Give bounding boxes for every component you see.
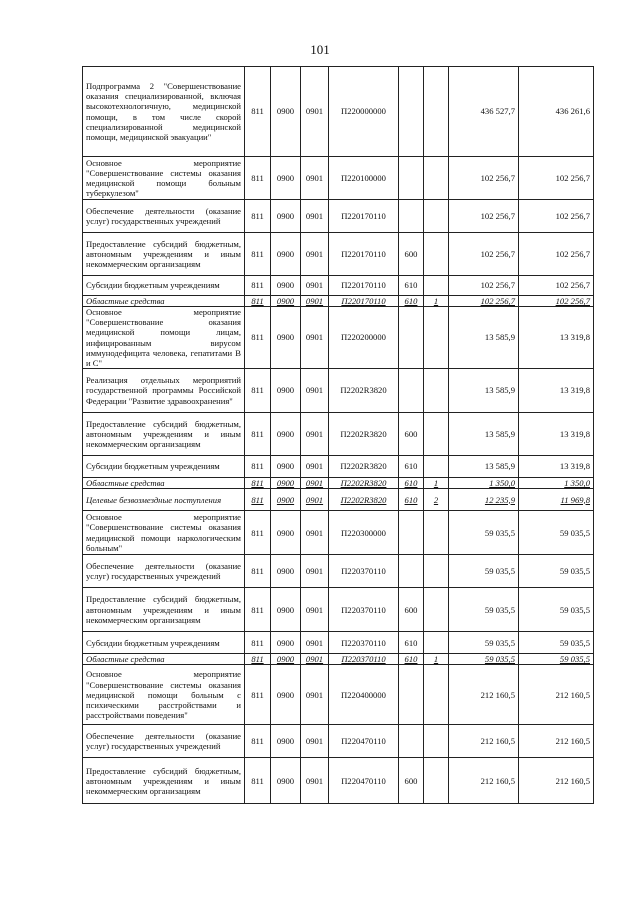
amount-year1-cell: 13 585,9	[449, 412, 519, 455]
ministry-code-cell: 811	[245, 307, 271, 369]
ministry-code-cell: 811	[245, 654, 271, 665]
section-code-cell: 0900	[271, 725, 301, 758]
expense-type-cell	[399, 157, 424, 200]
section-code-cell: 0900	[271, 157, 301, 200]
section-code-cell: 0900	[271, 200, 301, 233]
section-code-cell: 0900	[271, 412, 301, 455]
section-code-cell: 0900	[271, 455, 301, 477]
funding-source-cell	[424, 233, 449, 276]
amount-year1-cell: 59 035,5	[449, 511, 519, 555]
table-row	[83, 157, 594, 200]
amount-year1-cell: 436 527,7	[449, 67, 519, 157]
amount-year2-cell: 102 256,7	[519, 233, 594, 276]
ministry-code-cell: 811	[245, 477, 271, 488]
section-code-cell: 0900	[271, 489, 301, 511]
section-code-cell: 0900	[271, 307, 301, 369]
row-name-cell: Подпрограмма 2 "Совершенствование оказания специализированной, включая высокотехнологичную, медицинской помощи, в том числе скорой специализированной медицинской помощи, медицинской эвакуации"	[83, 67, 245, 157]
amount-year1-cell: 59 035,5	[449, 555, 519, 588]
target-article-cell: П2202R3820	[329, 368, 399, 412]
funding-source-cell	[424, 276, 449, 296]
expense-type-cell: 600	[399, 412, 424, 455]
amount-year1-cell: 212 160,5	[449, 758, 519, 804]
row-name-cell: Субсидии бюджетным учреждениям	[83, 455, 245, 477]
target-article-cell: П220170110	[329, 296, 399, 307]
subsection-code-cell: 0901	[301, 368, 329, 412]
table-row	[83, 758, 594, 804]
table-body	[83, 67, 594, 804]
funding-source-cell	[424, 725, 449, 758]
subsection-code-cell: 0901	[301, 477, 329, 488]
subsection-code-cell: 0901	[301, 67, 329, 157]
subsection-code-cell: 0901	[301, 511, 329, 555]
funding-source-cell: 1	[424, 477, 449, 488]
row-name-cell: Обеспечение деятельности (оказание услуг) государственных учреждений	[83, 725, 245, 758]
expense-type-cell	[399, 725, 424, 758]
subsection-code-cell: 0901	[301, 276, 329, 296]
funding-source-cell	[424, 307, 449, 369]
funding-source-cell	[424, 455, 449, 477]
ministry-code-cell: 811	[245, 725, 271, 758]
expense-type-cell: 600	[399, 588, 424, 632]
ministry-code-cell: 811	[245, 276, 271, 296]
section-code-cell: 0900	[271, 665, 301, 725]
row-name-cell: Областные средства	[83, 477, 245, 488]
ministry-code-cell: 811	[245, 67, 271, 157]
ministry-code-cell: 811	[245, 588, 271, 632]
amount-year1-cell: 102 256,7	[449, 296, 519, 307]
ministry-code-cell: 811	[245, 489, 271, 511]
row-name-cell: Основное мероприятие "Совершенствование оказания медицинской помощи лицам, инфицированным вирусом иммунодефицита человека, гепатитами B и C"	[83, 307, 245, 369]
funding-source-cell	[424, 632, 449, 654]
amount-year2-cell: 59 035,5	[519, 632, 594, 654]
target-article-cell: П2202R3820	[329, 489, 399, 511]
expense-type-cell	[399, 200, 424, 233]
table-row	[83, 412, 594, 455]
subsection-code-cell: 0901	[301, 296, 329, 307]
amount-year1-cell: 102 256,7	[449, 276, 519, 296]
funding-source-cell: 2	[424, 489, 449, 511]
section-code-cell: 0900	[271, 511, 301, 555]
table-row	[83, 555, 594, 588]
target-article-cell: П220170110	[329, 200, 399, 233]
expense-type-cell	[399, 307, 424, 369]
target-article-cell: П220370110	[329, 654, 399, 665]
subsection-code-cell: 0901	[301, 632, 329, 654]
target-article-cell: П220000000	[329, 67, 399, 157]
table-row	[83, 455, 594, 477]
amount-year2-cell: 59 035,5	[519, 588, 594, 632]
target-article-cell: П220200000	[329, 307, 399, 369]
row-name-cell: Областные средства	[83, 296, 245, 307]
amount-year2-cell: 212 160,5	[519, 725, 594, 758]
row-name-cell: Целевые безвозмездные поступления	[83, 489, 245, 511]
row-name-cell: Предоставление субсидий бюджетным, автономным учреждениям и иным некоммерческим организациям	[83, 412, 245, 455]
section-code-cell: 0900	[271, 296, 301, 307]
section-code-cell: 0900	[271, 654, 301, 665]
funding-source-cell	[424, 758, 449, 804]
target-article-cell: П220400000	[329, 665, 399, 725]
amount-year2-cell: 59 035,5	[519, 654, 594, 665]
row-name-cell: Субсидии бюджетным учреждениям	[83, 276, 245, 296]
funding-source-cell	[424, 200, 449, 233]
subsection-code-cell: 0901	[301, 157, 329, 200]
amount-year1-cell: 212 160,5	[449, 725, 519, 758]
section-code-cell: 0900	[271, 758, 301, 804]
row-name-cell: Основное мероприятие "Совершенствование системы оказания медицинской помощи наркологическим больным"	[83, 511, 245, 555]
section-code-cell: 0900	[271, 632, 301, 654]
table-row	[83, 632, 594, 654]
row-name-cell: Основное мероприятие "Совершенствование системы оказания медицинской помощи больным с психическими расстройствами и расстройствами поведения"	[83, 665, 245, 725]
expense-type-cell: 600	[399, 233, 424, 276]
amount-year1-cell: 102 256,7	[449, 233, 519, 276]
funding-source-cell	[424, 588, 449, 632]
amount-year1-cell: 13 585,9	[449, 368, 519, 412]
funding-source-cell	[424, 412, 449, 455]
subsection-code-cell: 0901	[301, 455, 329, 477]
ministry-code-cell: 811	[245, 632, 271, 654]
expense-type-cell	[399, 555, 424, 588]
amount-year2-cell: 102 256,7	[519, 157, 594, 200]
funding-source-cell	[424, 511, 449, 555]
target-article-cell: П220170110	[329, 233, 399, 276]
ministry-code-cell: 811	[245, 665, 271, 725]
ministry-code-cell: 811	[245, 412, 271, 455]
target-article-cell: П220170110	[329, 276, 399, 296]
amount-year2-cell: 13 319,8	[519, 412, 594, 455]
amount-year2-cell: 13 319,8	[519, 307, 594, 369]
amount-year2-cell: 436 261,6	[519, 67, 594, 157]
amount-year2-cell: 212 160,5	[519, 758, 594, 804]
amount-year1-cell: 59 035,5	[449, 588, 519, 632]
table-row	[83, 477, 594, 488]
section-code-cell: 0900	[271, 368, 301, 412]
target-article-cell: П220370110	[329, 588, 399, 632]
table-row	[83, 511, 594, 555]
target-article-cell: П220100000	[329, 157, 399, 200]
budget-table	[82, 66, 594, 804]
section-code-cell: 0900	[271, 67, 301, 157]
table-row	[83, 296, 594, 307]
amount-year1-cell: 212 160,5	[449, 665, 519, 725]
subsection-code-cell: 0901	[301, 200, 329, 233]
section-code-cell: 0900	[271, 233, 301, 276]
amount-year1-cell: 13 585,9	[449, 307, 519, 369]
expense-type-cell	[399, 665, 424, 725]
target-article-cell: П220300000	[329, 511, 399, 555]
amount-year1-cell: 102 256,7	[449, 157, 519, 200]
target-article-cell: П2202R3820	[329, 412, 399, 455]
funding-source-cell: 1	[424, 296, 449, 307]
table-row	[83, 307, 594, 369]
funding-source-cell: 1	[424, 654, 449, 665]
row-name-cell: Предоставление субсидий бюджетным, автономным учреждениям и иным некоммерческим организациям	[83, 758, 245, 804]
subsection-code-cell: 0901	[301, 665, 329, 725]
table-row	[83, 67, 594, 157]
ministry-code-cell: 811	[245, 233, 271, 276]
target-article-cell: П220470110	[329, 725, 399, 758]
row-name-cell: Предоставление субсидий бюджетным, автономным учреждениям и иным некоммерческим организациям	[83, 588, 245, 632]
expense-type-cell: 600	[399, 758, 424, 804]
section-code-cell: 0900	[271, 555, 301, 588]
target-article-cell: П2202R3820	[329, 455, 399, 477]
target-article-cell: П220470110	[329, 758, 399, 804]
row-name-cell: Предоставление субсидий бюджетным, автономным учреждениям и иным некоммерческим организациям	[83, 233, 245, 276]
ministry-code-cell: 811	[245, 758, 271, 804]
target-article-cell: П2202R3820	[329, 477, 399, 488]
funding-source-cell	[424, 665, 449, 725]
amount-year2-cell: 59 035,5	[519, 511, 594, 555]
section-code-cell: 0900	[271, 588, 301, 632]
ministry-code-cell: 811	[245, 200, 271, 233]
row-name-cell: Основное мероприятие "Совершенствование системы оказания медицинской помощи больным туберкулезом"	[83, 157, 245, 200]
expense-type-cell: 610	[399, 632, 424, 654]
subsection-code-cell: 0901	[301, 725, 329, 758]
subsection-code-cell: 0901	[301, 233, 329, 276]
table-row	[83, 489, 594, 511]
table-row	[83, 200, 594, 233]
amount-year2-cell: 1 350,0	[519, 477, 594, 488]
row-name-cell: Реализация отдельных мероприятий государственной программы Российской Федерации "Развитие здравоохранения"	[83, 368, 245, 412]
expense-type-cell	[399, 511, 424, 555]
expense-type-cell: 610	[399, 489, 424, 511]
subsection-code-cell: 0901	[301, 758, 329, 804]
amount-year1-cell: 102 256,7	[449, 200, 519, 233]
subsection-code-cell: 0901	[301, 412, 329, 455]
funding-source-cell	[424, 157, 449, 200]
subsection-code-cell: 0901	[301, 654, 329, 665]
table-row	[83, 725, 594, 758]
amount-year1-cell: 13 585,9	[449, 455, 519, 477]
funding-source-cell	[424, 555, 449, 588]
amount-year1-cell: 59 035,5	[449, 654, 519, 665]
subsection-code-cell: 0901	[301, 588, 329, 632]
table-row	[83, 233, 594, 276]
funding-source-cell	[424, 67, 449, 157]
section-code-cell: 0900	[271, 276, 301, 296]
row-name-cell: Обеспечение деятельности (оказание услуг) государственных учреждений	[83, 555, 245, 588]
amount-year2-cell: 102 256,7	[519, 200, 594, 233]
amount-year1-cell: 1 350,0	[449, 477, 519, 488]
table-row	[83, 368, 594, 412]
expense-type-cell	[399, 368, 424, 412]
expense-type-cell: 610	[399, 296, 424, 307]
target-article-cell: П220370110	[329, 632, 399, 654]
expense-type-cell: 610	[399, 276, 424, 296]
amount-year1-cell: 59 035,5	[449, 632, 519, 654]
ministry-code-cell: 811	[245, 296, 271, 307]
amount-year2-cell: 59 035,5	[519, 555, 594, 588]
row-name-cell: Субсидии бюджетным учреждениям	[83, 632, 245, 654]
expense-type-cell: 610	[399, 455, 424, 477]
subsection-code-cell: 0901	[301, 489, 329, 511]
amount-year2-cell: 11 969,8	[519, 489, 594, 511]
target-article-cell: П220370110	[329, 555, 399, 588]
ministry-code-cell: 811	[245, 455, 271, 477]
ministry-code-cell: 811	[245, 368, 271, 412]
table-row	[83, 654, 594, 665]
expense-type-cell: 610	[399, 477, 424, 488]
subsection-code-cell: 0901	[301, 555, 329, 588]
expense-type-cell: 610	[399, 654, 424, 665]
row-name-cell: Обеспечение деятельности (оказание услуг) государственных учреждений	[83, 200, 245, 233]
table-row	[83, 276, 594, 296]
ministry-code-cell: 811	[245, 511, 271, 555]
amount-year2-cell: 102 256,7	[519, 296, 594, 307]
amount-year2-cell: 212 160,5	[519, 665, 594, 725]
amount-year2-cell: 13 319,8	[519, 368, 594, 412]
funding-source-cell	[424, 368, 449, 412]
section-code-cell: 0900	[271, 477, 301, 488]
ministry-code-cell: 811	[245, 157, 271, 200]
row-name-cell: Областные средства	[83, 654, 245, 665]
ministry-code-cell: 811	[245, 555, 271, 588]
amount-year1-cell: 12 235,9	[449, 489, 519, 511]
expense-type-cell	[399, 67, 424, 157]
page-number: 101	[310, 42, 330, 57]
amount-year2-cell: 102 256,7	[519, 276, 594, 296]
table-row	[83, 665, 594, 725]
subsection-code-cell: 0901	[301, 307, 329, 369]
amount-year2-cell: 13 319,8	[519, 455, 594, 477]
table-row	[83, 588, 594, 632]
